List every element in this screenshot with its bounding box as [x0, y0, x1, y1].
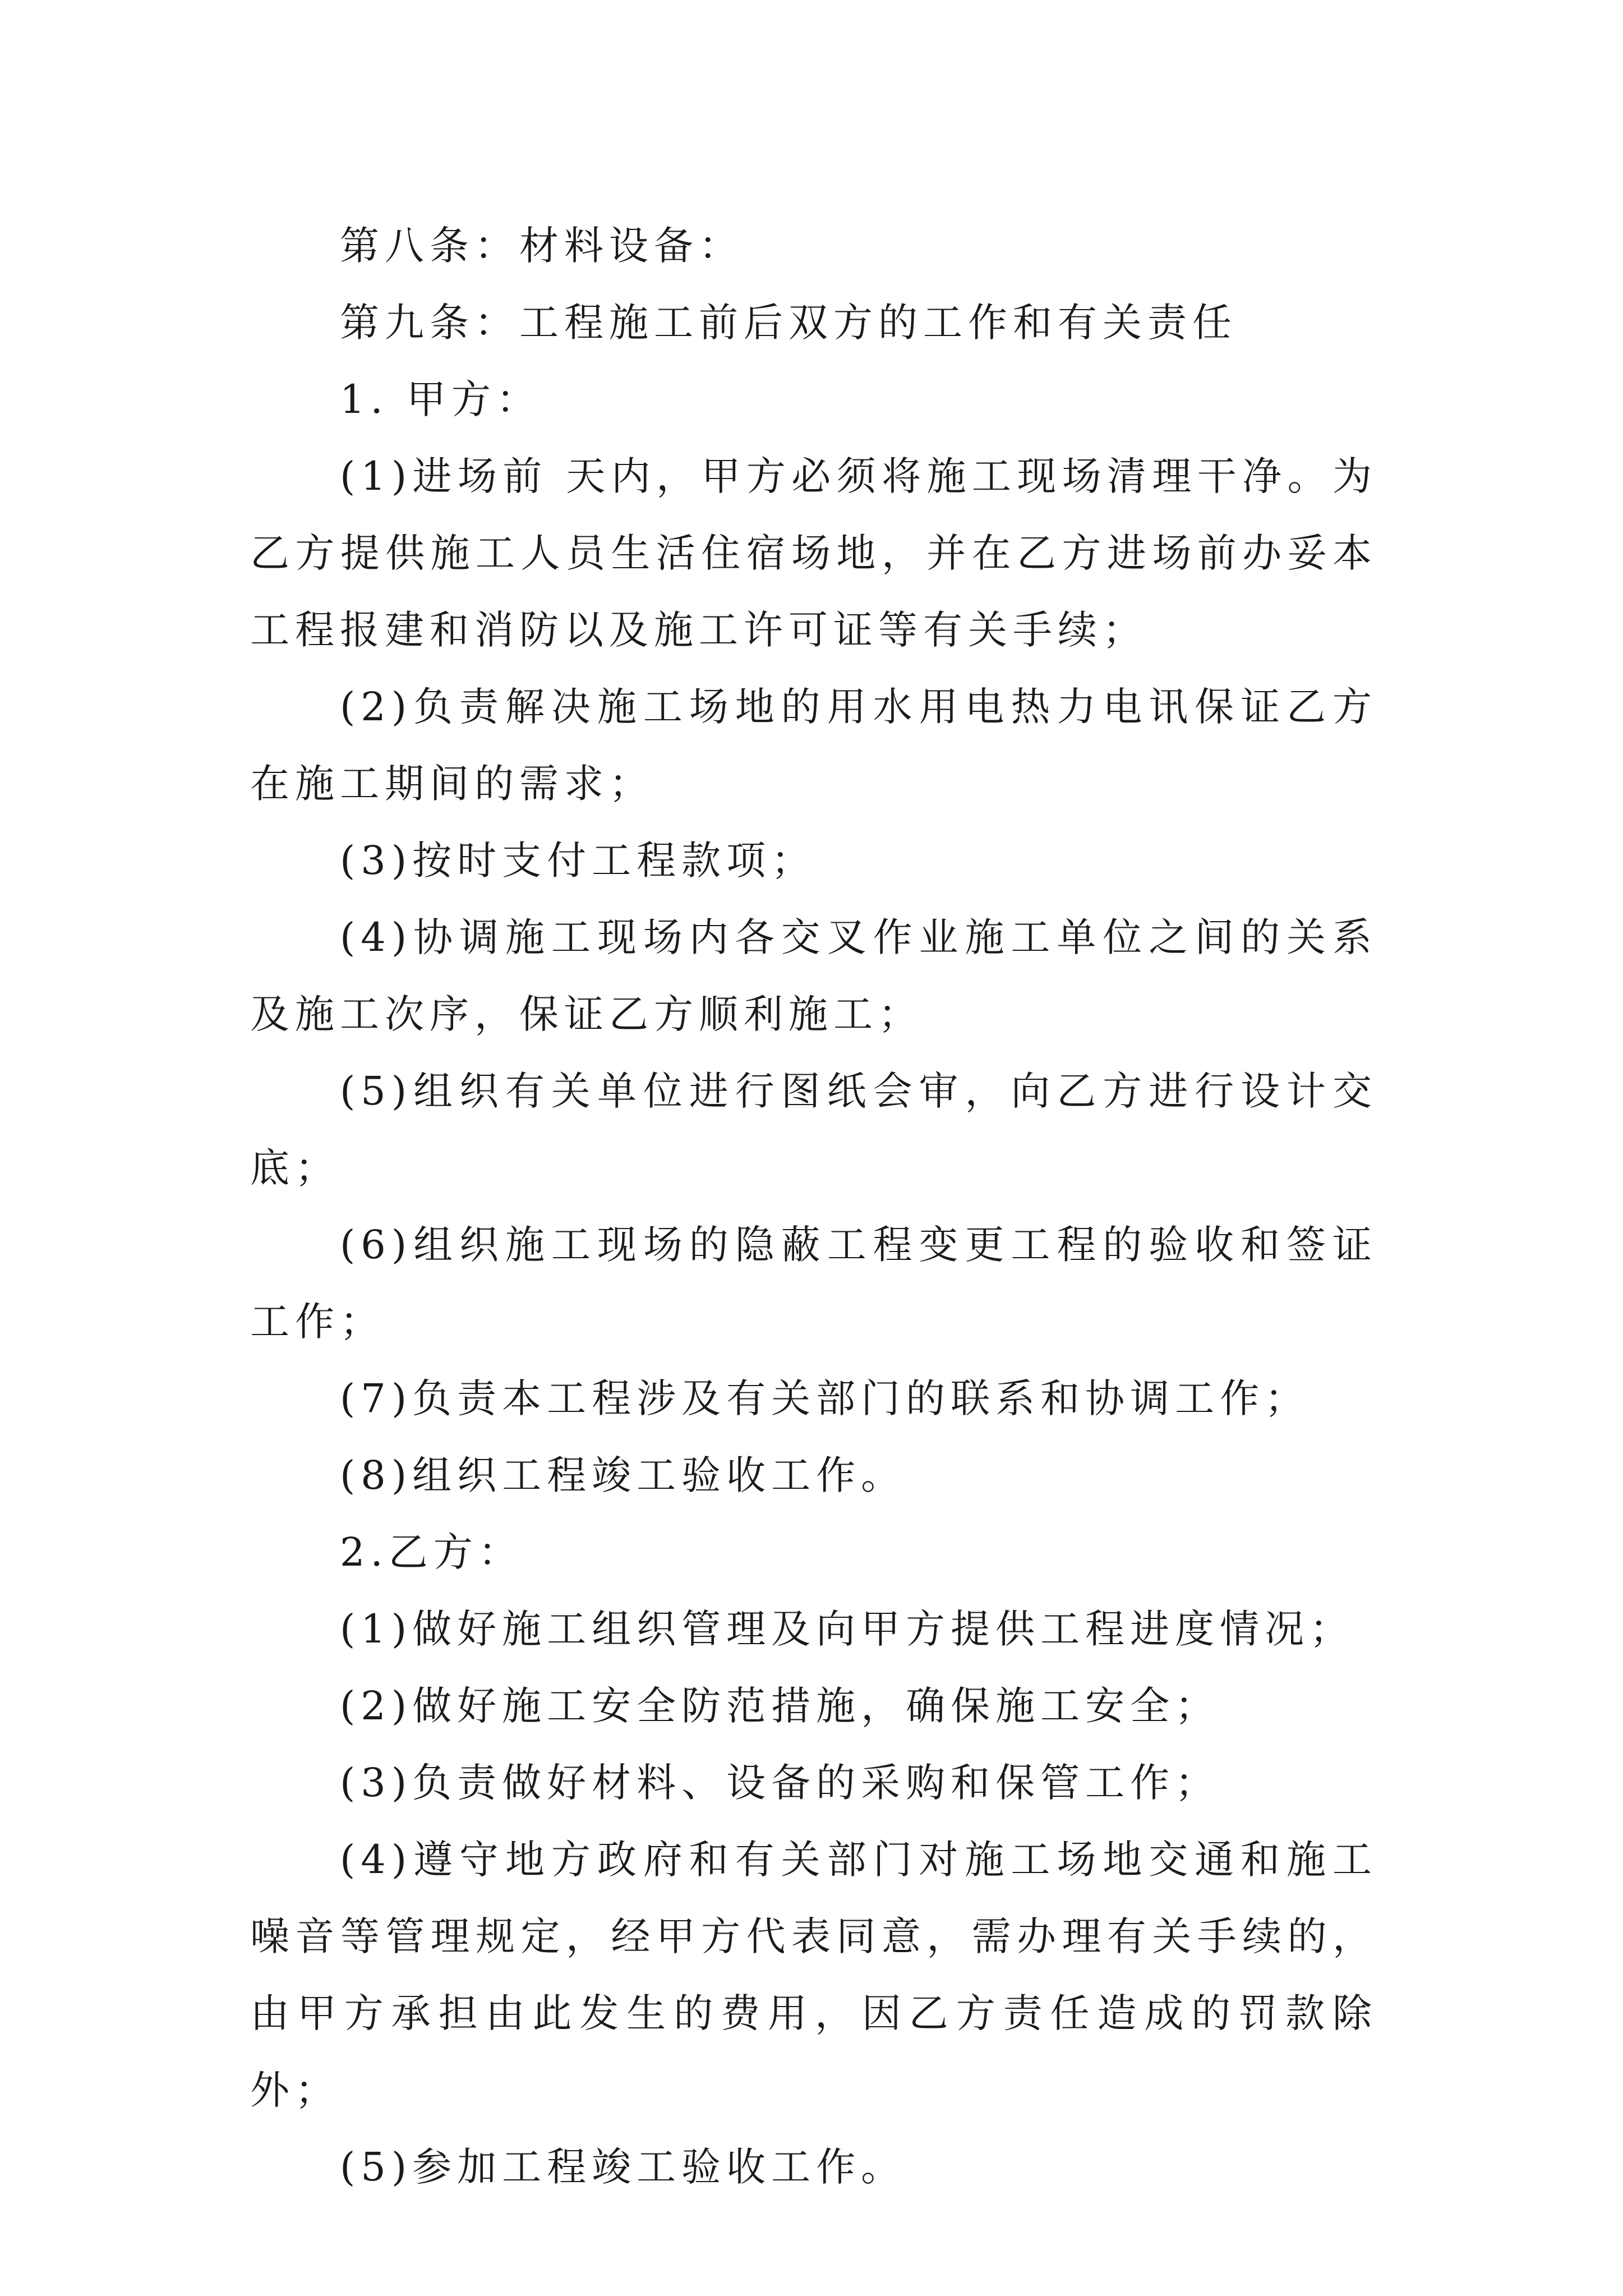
party-a-item-5: (5)组织有关单位进行图纸会审，向乙方进行设计交底； — [250, 1068, 1377, 1191]
party-a-item-4: (4)协调施工现场内各交叉作业施工单位之间的关系及施工次序，保证乙方顺利施工； — [250, 914, 1377, 1037]
party-a-heading: 1. 甲方： — [340, 376, 542, 422]
document-body — [250, 208, 1377, 2206]
party-b-item-3: (3)负责做好材料、设备的采购和保管工作； — [340, 1760, 1220, 1806]
party-a-item-6: (6)组织施工现场的隐蔽工程变更工程的验收和签证工作； — [250, 1222, 1377, 1345]
party-a-item-2: (2)负责解决施工场地的用水用电热力电讯保证乙方在施工期间的需求； — [250, 684, 1377, 807]
article-9-heading: 第九条：工程施工前后双方的工作和有关责任 — [340, 300, 1237, 346]
party-a-item-7: (7)负责本工程涉及有关部门的联系和协调工作； — [340, 1375, 1310, 1421]
article-8-heading: 第八条：材料设备： — [340, 223, 744, 269]
party-a-item-8: (8)组织工程竣工验收工作。 — [340, 1452, 906, 1498]
party-b-item-4: (4)遵守地方政府和有关部门对施工场地交通和施工噪音等管理规定，经甲方代表同意，需办理有关手续的，由甲方承担由此发生的费用，因乙方责任造成的罚款除外； — [250, 1837, 1377, 2113]
party-a-item-1: (1)进场前 天内，甲方必须将施工现场清理干净。为乙方提供施工人员生活住宿场地，并在乙方进场前办妥本工程报建和消防以及施工许可证等有关手续； — [250, 453, 1377, 653]
party-b-heading: 2.乙方： — [340, 1529, 523, 1575]
party-a-item-3: (3)按时支付工程款项； — [340, 838, 817, 884]
party-b-item-5: (5)参加工程竣工验收工作。 — [340, 2144, 906, 2190]
party-b-item-1: (1)做好施工组织管理及向甲方提供工程进度情况； — [340, 1606, 1355, 1652]
party-b-item-2: (2)做好施工安全防范措施，确保施工安全； — [340, 1683, 1220, 1729]
